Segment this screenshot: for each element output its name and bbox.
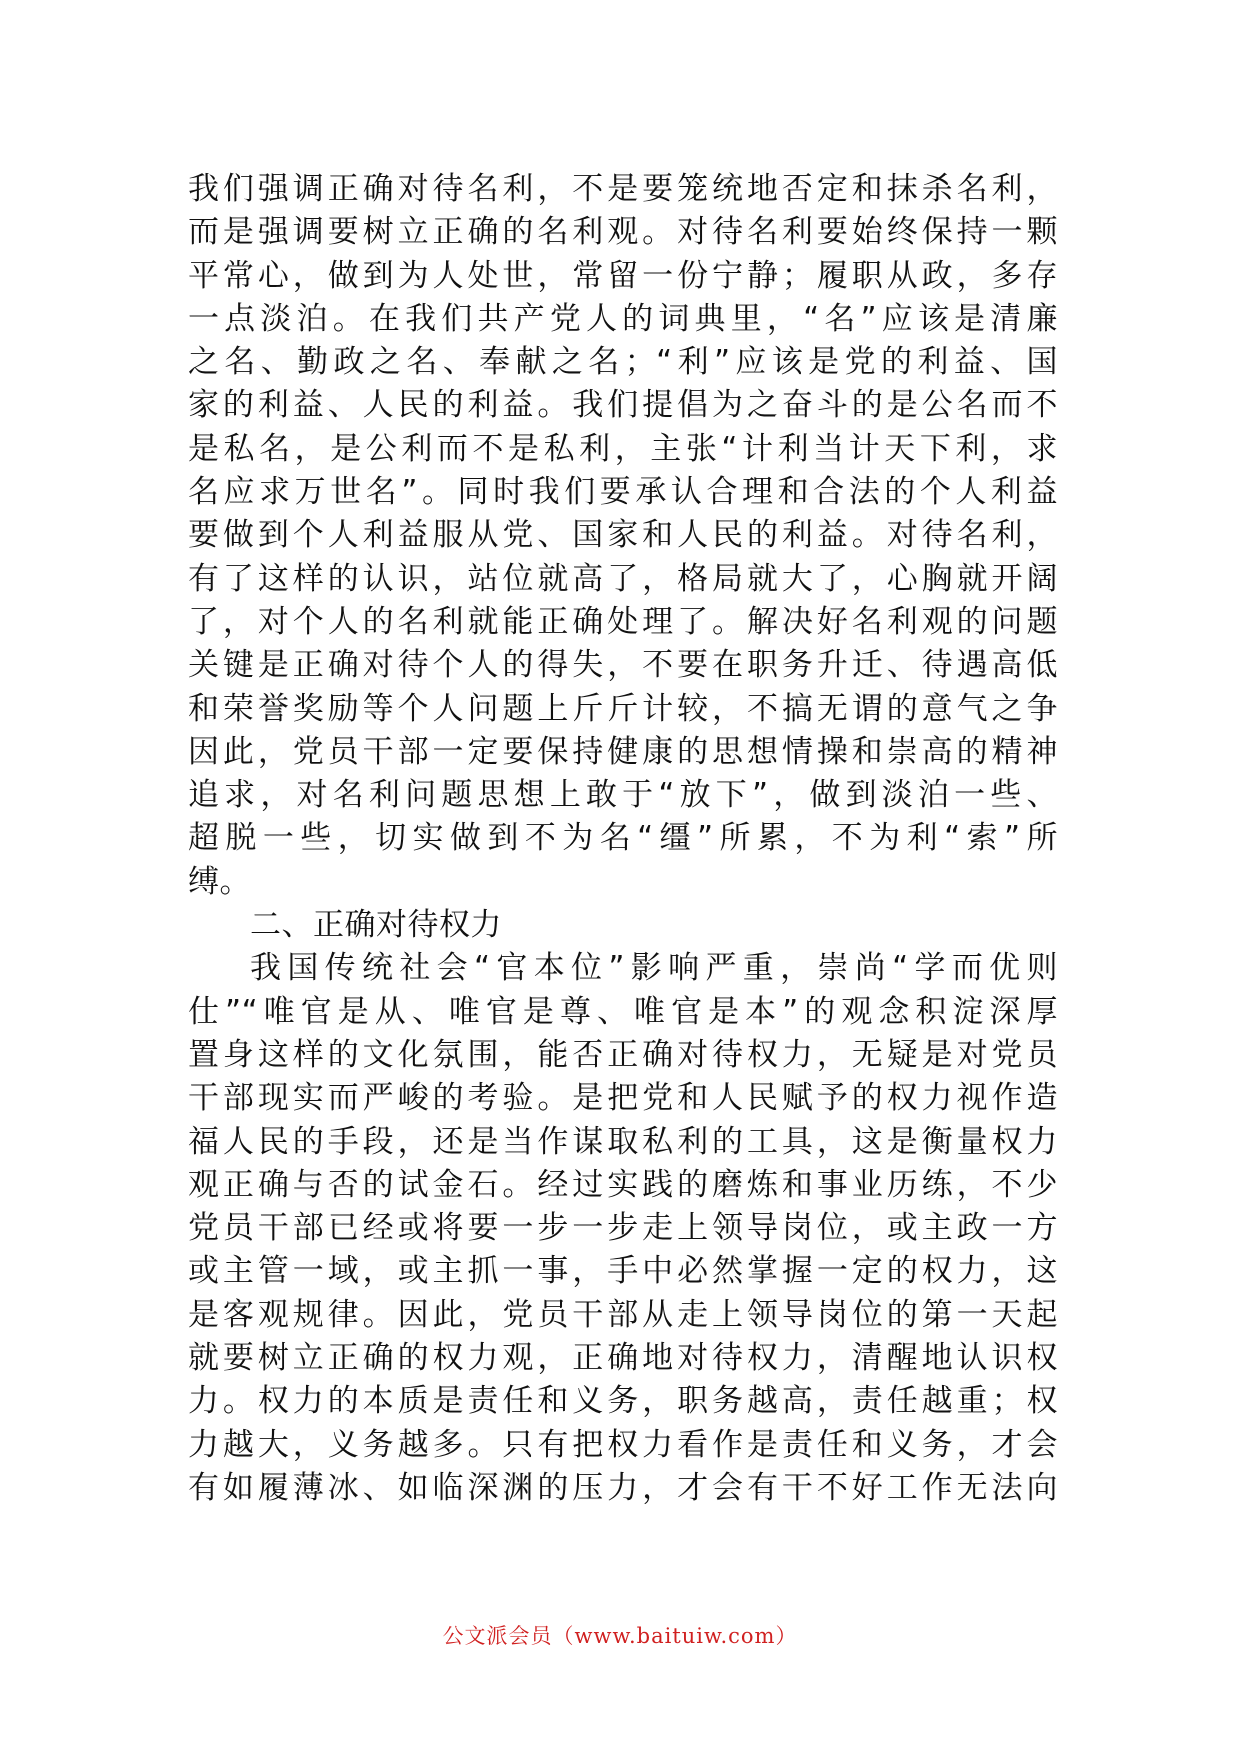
body-line: 是客观规律。因此，党员干部从走上领导岗位的第一天起 [188, 1296, 1058, 1333]
body-line: 追求，对名利问题思想上敢于“放下”，做到淡泊一些、 [188, 777, 1058, 814]
body-line: 平常心，做到为人处世，常留一份宁静；履职从政，多存 [188, 257, 1058, 294]
footer-watermark: 公文派会员（www.baituiw.com） [442, 1624, 798, 1648]
body-line: 仕”“唯官是从、唯官是尊、唯官是本”的观念积淀深厚 [188, 993, 1058, 1030]
body-line: 和荣誉奖励等个人问题上斤斤计较，不搞无谓的意气之争 [188, 690, 1058, 727]
body-line: 干部现实而严峻的考验。是把党和人民赋予的权力视作造 [188, 1080, 1058, 1117]
body-line: 我们强调正确对待名利，不是要笼统地否定和抹杀名利， [188, 171, 1058, 207]
body-line: 是私名，是公利而不是私利，主张“计利当计天下利，求 [188, 430, 1058, 467]
body-line: 名应求万世名”。同时我们要承认合理和合法的个人利益 [188, 474, 1058, 511]
body-line: 要做到个人利益服从党、国家和人民的利益。对待名利， [188, 517, 1058, 554]
section-heading: 二、正确对待权力 [250, 907, 502, 944]
body-line: 党员干部已经或将要一步一步走上领导岗位，或主政一方 [188, 1210, 1058, 1247]
body-line: 力。权力的本质是责任和义务，职务越高，责任越重；权 [188, 1383, 1058, 1420]
body-line: 置身这样的文化氛围，能否正确对待权力，无疑是对党员 [188, 1036, 1058, 1073]
body-line: 之名、勤政之名、奉献之名；“利”应该是党的利益、国 [188, 344, 1058, 381]
body-line: 力越大，义务越多。只有把权力看作是责任和义务，才会 [188, 1426, 1058, 1463]
body-line: 或主管一域，或主抓一事，手中必然掌握一定的权力，这 [188, 1253, 1058, 1290]
body-line: 关键是正确对待个人的得失，不要在职务升迁、待遇高低 [188, 647, 1058, 684]
body-line: 缚。 [188, 863, 251, 900]
body-line: 观正确与否的试金石。经过实践的磨炼和事业历练，不少 [188, 1166, 1058, 1203]
body-line: 了，对个人的名利就能正确处理了。解决好名利观的问题 [188, 603, 1058, 640]
body-line: 一点淡泊。在我们共产党人的词典里，“名”应该是清廉 [188, 300, 1058, 337]
body-line: 我国传统社会“官本位”影响严重，崇尚“学而优则 [250, 950, 1058, 987]
body-line: 福人民的手段，还是当作谋取私利的工具，这是衡量权力 [188, 1123, 1058, 1160]
body-line: 超脱一些，切实做到不为名“缰”所累，不为利“索”所 [188, 820, 1058, 857]
body-line: 因此，党员干部一定要保持健康的思想情操和崇高的精神 [188, 733, 1058, 770]
body-line: 就要树立正确的权力观，正确地对待权力，清醒地认识权 [188, 1340, 1058, 1377]
body-line: 而是强调要树立正确的名利观。对待名利要始终保持一颗 [188, 214, 1058, 251]
body-line: 家的利益、人民的利益。我们提倡为之奋斗的是公名而不 [188, 387, 1058, 424]
body-line: 有如履薄冰、如临深渊的压力，才会有干不好工作无法向 [188, 1469, 1058, 1506]
body-line: 有了这样的认识，站位就高了，格局就大了，心胸就开阔 [188, 560, 1058, 597]
document-body [188, 168, 1058, 1510]
